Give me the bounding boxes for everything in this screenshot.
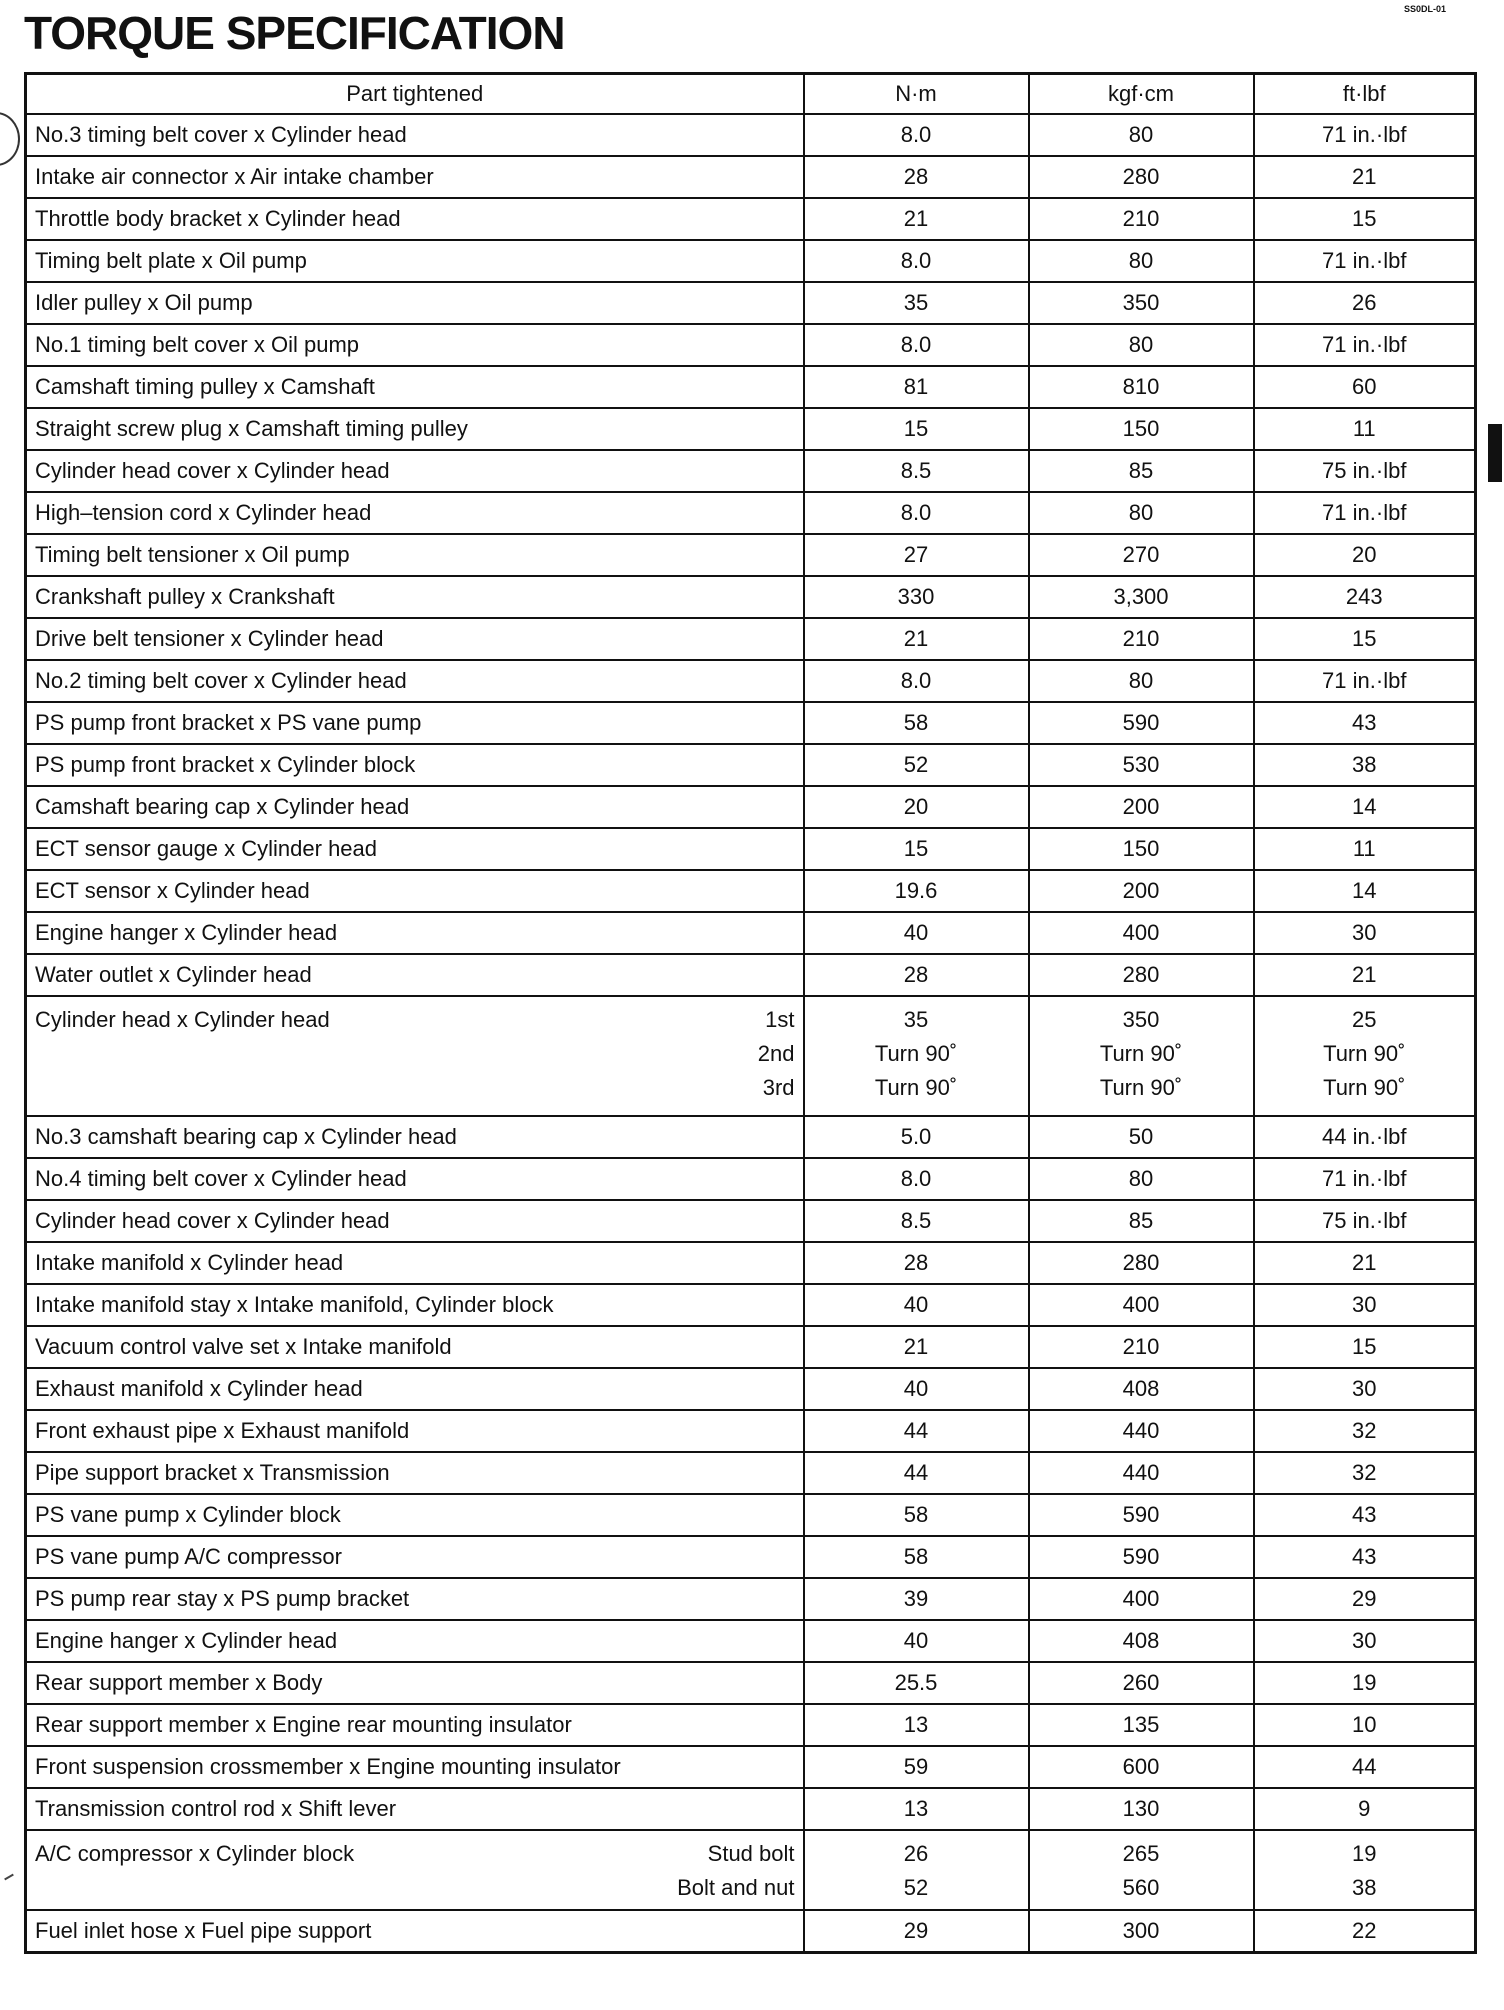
part-cell: Camshaft timing pulley x Camshaft <box>26 366 804 408</box>
table-row <box>26 744 1476 786</box>
ftlbf-cell: 14 <box>1254 870 1476 912</box>
table-row <box>26 1788 1476 1830</box>
ftlbf-cell: 21 <box>1254 156 1476 198</box>
nm-cell: 21 <box>804 198 1029 240</box>
nm-cell: 58 <box>804 1494 1029 1536</box>
nm-cell: 5.0 <box>804 1116 1029 1158</box>
step-value: Turn 90˚ <box>1323 1075 1406 1100</box>
ftlbf-cell: 60 <box>1254 366 1476 408</box>
kgf-cell-stack <box>1038 1837 1245 1905</box>
ftlbf-cell: 75 in.·lbf <box>1254 1200 1476 1242</box>
nm-cell: 8.0 <box>804 240 1029 282</box>
table-row <box>26 702 1476 744</box>
nm-cell: 28 <box>804 156 1029 198</box>
table-row <box>26 1158 1476 1200</box>
part-cell <box>26 1830 804 1910</box>
nm-cell: 40 <box>804 1368 1029 1410</box>
torque-spec-table <box>24 72 1477 1954</box>
step-value: Turn 90˚ <box>1099 1075 1183 1100</box>
step-value: 25 <box>1352 1007 1377 1032</box>
ftlbf-cell: 22 <box>1254 1910 1476 1953</box>
kgf-cell <box>1029 996 1254 1116</box>
binding-mark <box>0 112 20 166</box>
ftlbf-cell-stack <box>1263 1837 1467 1905</box>
table-row <box>26 618 1476 660</box>
part-cell: Straight screw plug x Camshaft timing pulley <box>26 408 804 450</box>
ftlbf-cell: 30 <box>1254 912 1476 954</box>
table-row <box>26 156 1476 198</box>
kgf-cell: 210 <box>1029 618 1254 660</box>
nm-cell: 8.0 <box>804 324 1029 366</box>
ftlbf-cell: 71 in.·lbf <box>1254 240 1476 282</box>
page-title: TORQUE SPECIFICATION <box>24 7 565 59</box>
nm-cell: 13 <box>804 1788 1029 1830</box>
nm-cell: 40 <box>804 1620 1029 1662</box>
kgf-cell: 80 <box>1029 660 1254 702</box>
ftlbf-cell: 43 <box>1254 1494 1476 1536</box>
table-row <box>26 492 1476 534</box>
ftlbf-cell-stack <box>1263 1003 1467 1105</box>
step-value: Turn 90˚ <box>1323 1041 1406 1066</box>
table-row <box>26 1746 1476 1788</box>
ftlbf-cell: 38 <box>1254 744 1476 786</box>
ftlbf-cell: 32 <box>1254 1452 1476 1494</box>
table-row <box>26 1704 1476 1746</box>
nm-cell: 15 <box>804 408 1029 450</box>
part-cell: PS pump front bracket x PS vane pump <box>26 702 804 744</box>
nm-cell: 21 <box>804 1326 1029 1368</box>
header-part: Part tightened <box>26 74 804 115</box>
part-cell: No.3 timing belt cover x Cylinder head <box>26 114 804 156</box>
part-cell: Throttle body bracket x Cylinder head <box>26 198 804 240</box>
step-value: Turn 90˚ <box>874 1041 958 1066</box>
ftlbf-cell: 15 <box>1254 198 1476 240</box>
kgf-cell: 300 <box>1029 1910 1254 1953</box>
kgf-cell: 80 <box>1029 114 1254 156</box>
ftlbf-cell: 19 <box>1254 1662 1476 1704</box>
part-cell-content <box>35 1003 795 1105</box>
table-row <box>26 240 1476 282</box>
kgf-cell: 80 <box>1029 1158 1254 1200</box>
nm-cell: 52 <box>804 744 1029 786</box>
part-cell: ECT sensor gauge x Cylinder head <box>26 828 804 870</box>
part-cell: Cylinder head cover x Cylinder head <box>26 1200 804 1242</box>
kgf-cell: 80 <box>1029 240 1254 282</box>
table-row <box>26 576 1476 618</box>
part-cell: Camshaft bearing cap x Cylinder head <box>26 786 804 828</box>
kgf-cell <box>1029 1830 1254 1910</box>
part-cell <box>26 996 804 1116</box>
step-value: 26 <box>903 1841 929 1866</box>
part-cell: Water outlet x Cylinder head <box>26 954 804 996</box>
ftlbf-cell: 10 <box>1254 1704 1476 1746</box>
nm-cell: 8.0 <box>804 660 1029 702</box>
step-labels <box>677 1837 794 1905</box>
kgf-cell: 810 <box>1029 366 1254 408</box>
part-cell: Rear support member x Engine rear mounting insulator <box>26 1704 804 1746</box>
ftlbf-cell: 20 <box>1254 534 1476 576</box>
nm-cell: 8.0 <box>804 492 1029 534</box>
ftlbf-cell: 30 <box>1254 1284 1476 1326</box>
table-row <box>26 114 1476 156</box>
nm-cell-stack <box>813 1837 1020 1905</box>
part-cell: Pipe support bracket x Transmission <box>26 1452 804 1494</box>
nm-cell: 28 <box>804 1242 1029 1284</box>
part-cell: Intake manifold x Cylinder head <box>26 1242 804 1284</box>
nm-cell <box>804 1830 1029 1910</box>
nm-cell: 81 <box>804 366 1029 408</box>
nm-cell: 28 <box>804 954 1029 996</box>
step-label: Stud bolt <box>707 1841 795 1866</box>
table-row <box>26 786 1476 828</box>
nm-cell-stack <box>813 1003 1020 1105</box>
kgf-cell: 600 <box>1029 1746 1254 1788</box>
table-row <box>26 1662 1476 1704</box>
part-cell: Intake manifold stay x Intake manifold, Cylinder block <box>26 1284 804 1326</box>
ftlbf-cell: 44 <box>1254 1746 1476 1788</box>
nm-cell: 58 <box>804 702 1029 744</box>
nm-cell: 8.0 <box>804 1158 1029 1200</box>
nm-cell: 20 <box>804 786 1029 828</box>
document-code: SS0DL-01 <box>1404 4 1447 14</box>
ftlbf-cell: 71 in.·lbf <box>1254 324 1476 366</box>
header-ftlbf: ft·lbf <box>1254 74 1476 115</box>
table-row <box>26 408 1476 450</box>
table-row <box>26 954 1476 996</box>
kgf-cell: 3,300 <box>1029 576 1254 618</box>
step-label: 1st <box>765 1007 795 1032</box>
part-cell: PS pump rear stay x PS pump bracket <box>26 1578 804 1620</box>
part-cell: Crankshaft pulley x Crankshaft <box>26 576 804 618</box>
table-row <box>26 870 1476 912</box>
ftlbf-cell <box>1254 1830 1476 1910</box>
kgf-cell: 130 <box>1029 1788 1254 1830</box>
step-value: 265 <box>1122 1841 1160 1866</box>
table-row <box>26 1368 1476 1410</box>
part-cell: Transmission control rod x Shift lever <box>26 1788 804 1830</box>
part-cell: High–tension cord x Cylinder head <box>26 492 804 534</box>
kgf-cell: 85 <box>1029 1200 1254 1242</box>
part-cell-content <box>35 1837 795 1905</box>
kgf-cell: 408 <box>1029 1620 1254 1662</box>
table-row <box>26 660 1476 702</box>
table-row <box>26 198 1476 240</box>
kgf-cell: 200 <box>1029 870 1254 912</box>
part-cell: Fuel inlet hose x Fuel pipe support <box>26 1910 804 1953</box>
header-nm: N·m <box>804 74 1029 115</box>
nm-cell: 29 <box>804 1910 1029 1953</box>
nm-cell: 58 <box>804 1536 1029 1578</box>
kgf-cell: 280 <box>1029 954 1254 996</box>
table-row-multistep <box>26 996 1476 1116</box>
table-row <box>26 1578 1476 1620</box>
ftlbf-cell: 21 <box>1254 1242 1476 1284</box>
margin-mark <box>4 1874 14 1881</box>
table-row <box>26 1536 1476 1578</box>
ftlbf-cell: 9 <box>1254 1788 1476 1830</box>
nm-cell: 44 <box>804 1410 1029 1452</box>
ftlbf-cell: 26 <box>1254 282 1476 324</box>
step-label: Bolt and nut <box>677 1875 795 1900</box>
step-value: 19 <box>1352 1841 1377 1866</box>
ftlbf-cell: 71 in.·lbf <box>1254 114 1476 156</box>
step-value: Turn 90˚ <box>874 1075 958 1100</box>
table-row <box>26 1284 1476 1326</box>
part-cell: Engine hanger x Cylinder head <box>26 912 804 954</box>
ftlbf-cell: 43 <box>1254 702 1476 744</box>
step-label: 2nd <box>757 1041 795 1066</box>
step-value: Turn 90˚ <box>1099 1041 1183 1066</box>
kgf-cell: 270 <box>1029 534 1254 576</box>
part-cell: ECT sensor x Cylinder head <box>26 870 804 912</box>
table-row <box>26 450 1476 492</box>
nm-cell: 44 <box>804 1452 1029 1494</box>
nm-cell: 40 <box>804 1284 1029 1326</box>
part-cell: Engine hanger x Cylinder head <box>26 1620 804 1662</box>
table-row <box>26 912 1476 954</box>
kgf-cell: 135 <box>1029 1704 1254 1746</box>
part-cell: Intake air connector x Air intake chamber <box>26 156 804 198</box>
step-value: 35 <box>903 1007 929 1032</box>
kgf-cell: 590 <box>1029 702 1254 744</box>
ftlbf-cell: 15 <box>1254 618 1476 660</box>
kgf-cell: 530 <box>1029 744 1254 786</box>
part-cell: No.2 timing belt cover x Cylinder head <box>26 660 804 702</box>
ftlbf-cell: 14 <box>1254 786 1476 828</box>
ftlbf-cell: 71 in.·lbf <box>1254 1158 1476 1200</box>
kgf-cell: 400 <box>1029 912 1254 954</box>
kgf-cell: 350 <box>1029 282 1254 324</box>
nm-cell: 8.0 <box>804 114 1029 156</box>
kgf-cell: 280 <box>1029 1242 1254 1284</box>
step-label: 3rd <box>762 1075 795 1100</box>
part-cell: Timing belt plate x Oil pump <box>26 240 804 282</box>
table-row <box>26 1620 1476 1662</box>
part-cell: PS vane pump A/C compressor <box>26 1536 804 1578</box>
kgf-cell: 80 <box>1029 324 1254 366</box>
kgf-cell: 590 <box>1029 1536 1254 1578</box>
step-value: 350 <box>1122 1007 1160 1032</box>
ftlbf-cell: 30 <box>1254 1368 1476 1410</box>
kgf-cell: 400 <box>1029 1284 1254 1326</box>
part-cell: Vacuum control valve set x Intake manifold <box>26 1326 804 1368</box>
table-header-row <box>26 74 1476 115</box>
ftlbf-cell: 32 <box>1254 1410 1476 1452</box>
kgf-cell: 440 <box>1029 1410 1254 1452</box>
ftlbf-cell: 11 <box>1254 828 1476 870</box>
nm-cell: 330 <box>804 576 1029 618</box>
section-tab-marker <box>1488 424 1502 482</box>
nm-cell: 15 <box>804 828 1029 870</box>
table-row <box>26 1200 1476 1242</box>
table-row <box>26 1116 1476 1158</box>
table-body <box>26 114 1476 1953</box>
part-cell: No.3 camshaft bearing cap x Cylinder head <box>26 1116 804 1158</box>
part-name: A/C compressor x Cylinder block <box>35 1841 355 1866</box>
kgf-cell: 150 <box>1029 408 1254 450</box>
part-cell: PS pump front bracket x Cylinder block <box>26 744 804 786</box>
kgf-cell-stack <box>1038 1003 1245 1105</box>
ftlbf-cell: 29 <box>1254 1578 1476 1620</box>
table-row <box>26 828 1476 870</box>
kgf-cell: 80 <box>1029 492 1254 534</box>
nm-cell: 8.5 <box>804 1200 1029 1242</box>
nm-cell: 13 <box>804 1704 1029 1746</box>
ftlbf-cell: 71 in.·lbf <box>1254 660 1476 702</box>
nm-cell: 21 <box>804 618 1029 660</box>
ftlbf-cell: 11 <box>1254 408 1476 450</box>
nm-cell: 27 <box>804 534 1029 576</box>
kgf-cell: 440 <box>1029 1452 1254 1494</box>
step-value: 52 <box>903 1875 929 1900</box>
ftlbf-cell <box>1254 996 1476 1116</box>
kgf-cell: 408 <box>1029 1368 1254 1410</box>
kgf-cell: 400 <box>1029 1578 1254 1620</box>
table-row <box>26 282 1476 324</box>
table-row <box>26 1410 1476 1452</box>
kgf-cell: 280 <box>1029 156 1254 198</box>
kgf-cell: 260 <box>1029 1662 1254 1704</box>
kgf-cell: 210 <box>1029 198 1254 240</box>
kgf-cell: 590 <box>1029 1494 1254 1536</box>
part-name: Cylinder head x Cylinder head <box>35 1007 330 1032</box>
ftlbf-cell: 43 <box>1254 1536 1476 1578</box>
kgf-cell: 50 <box>1029 1116 1254 1158</box>
table-row <box>26 1242 1476 1284</box>
part-cell: No.4 timing belt cover x Cylinder head <box>26 1158 804 1200</box>
nm-cell: 39 <box>804 1578 1029 1620</box>
part-cell: Cylinder head cover x Cylinder head <box>26 450 804 492</box>
ftlbf-cell: 44 in.·lbf <box>1254 1116 1476 1158</box>
nm-cell: 25.5 <box>804 1662 1029 1704</box>
part-cell: No.1 timing belt cover x Oil pump <box>26 324 804 366</box>
kgf-cell: 85 <box>1029 450 1254 492</box>
table-row <box>26 324 1476 366</box>
table-row <box>26 1910 1476 1953</box>
ftlbf-cell: 30 <box>1254 1620 1476 1662</box>
part-cell: Front suspension crossmember x Engine mounting insulator <box>26 1746 804 1788</box>
ftlbf-cell: 71 in.·lbf <box>1254 492 1476 534</box>
nm-cell: 59 <box>804 1746 1029 1788</box>
table-row <box>26 366 1476 408</box>
part-cell: Exhaust manifold x Cylinder head <box>26 1368 804 1410</box>
header-kgf: kgf·cm <box>1029 74 1254 115</box>
part-cell: Drive belt tensioner x Cylinder head <box>26 618 804 660</box>
part-cell: Idler pulley x Oil pump <box>26 282 804 324</box>
ftlbf-cell: 21 <box>1254 954 1476 996</box>
nm-cell: 35 <box>804 282 1029 324</box>
part-cell: PS vane pump x Cylinder block <box>26 1494 804 1536</box>
table-row <box>26 1452 1476 1494</box>
part-cell: Front exhaust pipe x Exhaust manifold <box>26 1410 804 1452</box>
kgf-cell: 200 <box>1029 786 1254 828</box>
nm-cell <box>804 996 1029 1116</box>
nm-cell: 40 <box>804 912 1029 954</box>
table-row <box>26 1326 1476 1368</box>
ftlbf-cell: 15 <box>1254 1326 1476 1368</box>
part-cell: Timing belt tensioner x Oil pump <box>26 534 804 576</box>
kgf-cell: 150 <box>1029 828 1254 870</box>
step-value: 38 <box>1352 1875 1377 1900</box>
part-cell: Rear support member x Body <box>26 1662 804 1704</box>
nm-cell: 19.6 <box>804 870 1029 912</box>
step-labels <box>758 1003 795 1105</box>
step-value: 560 <box>1122 1875 1160 1900</box>
ftlbf-cell: 243 <box>1254 576 1476 618</box>
table-row-multistep <box>26 1830 1476 1910</box>
table-row <box>26 1494 1476 1536</box>
nm-cell: 8.5 <box>804 450 1029 492</box>
ftlbf-cell: 75 in.·lbf <box>1254 450 1476 492</box>
table-row <box>26 534 1476 576</box>
kgf-cell: 210 <box>1029 1326 1254 1368</box>
